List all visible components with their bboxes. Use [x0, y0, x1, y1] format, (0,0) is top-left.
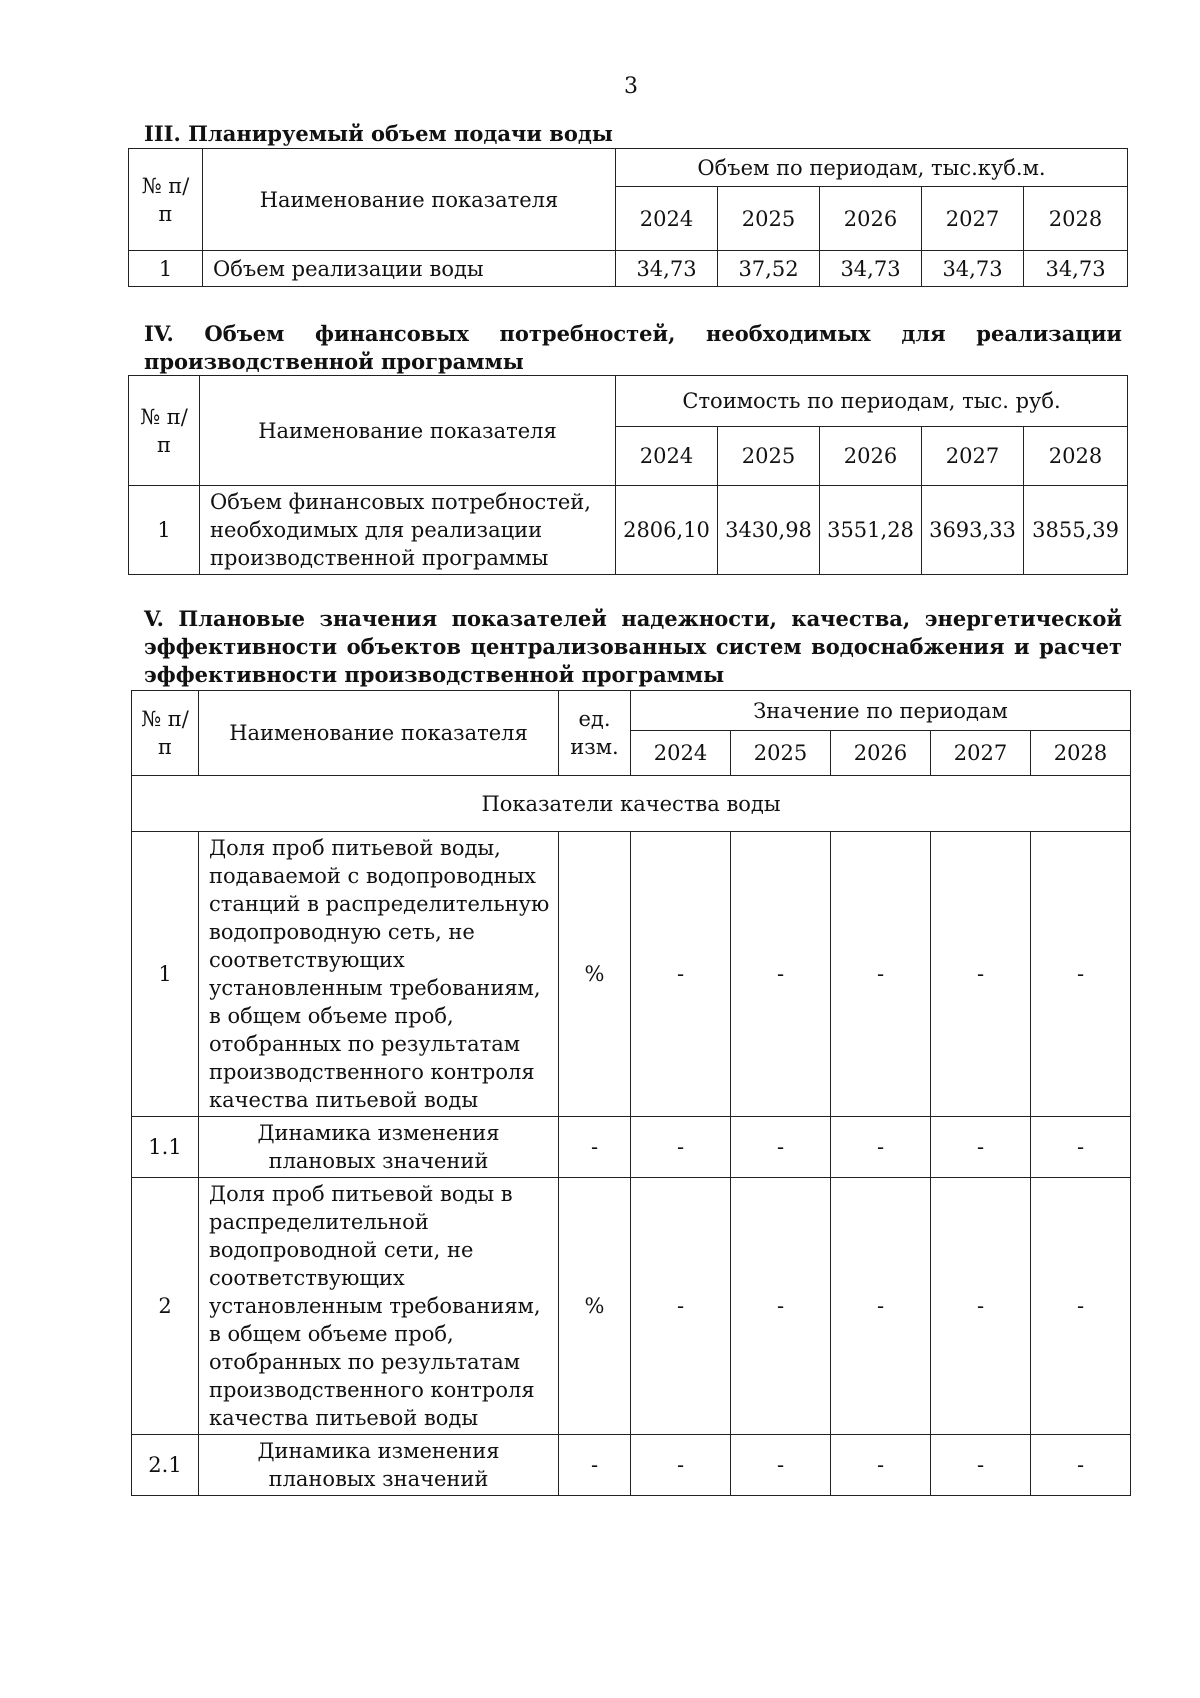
quality-indicators-table	[131, 690, 1131, 1496]
year-header: 2025	[718, 427, 820, 486]
col-number-header: № п/п	[129, 149, 203, 251]
row-value: -	[731, 1178, 831, 1435]
row-value: -	[631, 1178, 731, 1435]
row-value: 37,52	[718, 251, 820, 287]
row-name: Объем реализации воды	[203, 251, 616, 287]
row-value: -	[1031, 1435, 1131, 1496]
row-number: 1.1	[132, 1117, 199, 1178]
row-value: 34,73	[1024, 251, 1128, 287]
row-value: -	[631, 1117, 731, 1178]
row-value: -	[831, 832, 931, 1117]
year-header: 2028	[1024, 187, 1128, 251]
row-number: 1	[129, 486, 200, 575]
col-number-header: № п/п	[132, 691, 199, 776]
row-name: Доля проб питьевой воды, подаваемой с водопроводных станций в распределительную водопроводную сеть, не соответствующих установленным требованиям, в общем объеме проб, отобранных по результатам производственного контроля качества питьевой воды	[199, 832, 559, 1117]
row-value: 3430,98	[718, 486, 820, 575]
year-header: 2025	[718, 187, 820, 251]
row-value: -	[831, 1178, 931, 1435]
year-header: 2027	[922, 187, 1024, 251]
row-value: 2806,10	[616, 486, 718, 575]
row-name: Объем финансовых потребностей, необходимых для реализации производственной программы	[200, 486, 616, 575]
col-unit-header: ед. изм.	[559, 691, 631, 776]
col-name-header: Наименование показателя	[200, 376, 616, 486]
row-value: 34,73	[820, 251, 922, 287]
row-value: -	[831, 1435, 931, 1496]
col-number-header: № п/п	[129, 376, 200, 486]
row-value: -	[831, 1117, 931, 1178]
row-value: -	[631, 832, 731, 1117]
table-row	[129, 486, 1128, 575]
year-header: 2025	[731, 731, 831, 776]
row-value: 3551,28	[820, 486, 922, 575]
financial-needs-table	[128, 375, 1128, 575]
year-header: 2026	[831, 731, 931, 776]
year-header: 2026	[820, 427, 922, 486]
row-number: 2.1	[132, 1435, 199, 1496]
row-value: -	[731, 1435, 831, 1496]
year-header: 2026	[820, 187, 922, 251]
row-value: -	[731, 832, 831, 1117]
row-unit: %	[559, 832, 631, 1117]
year-header: 2024	[631, 731, 731, 776]
year-header: 2024	[616, 427, 718, 486]
row-value: -	[731, 1117, 831, 1178]
row-unit: %	[559, 1178, 631, 1435]
section-3-title: III. Планируемый объем подачи воды	[144, 121, 613, 146]
row-value: 34,73	[922, 251, 1024, 287]
row-unit: -	[559, 1435, 631, 1496]
row-value: -	[1031, 1117, 1131, 1178]
year-header: 2024	[616, 187, 718, 251]
year-header: 2027	[922, 427, 1024, 486]
col-name-header: Наименование показателя	[199, 691, 559, 776]
col-name-header: Наименование показателя	[203, 149, 616, 251]
year-header: 2027	[931, 731, 1031, 776]
col-period-header: Стоимость по периодам, тыс. руб.	[616, 376, 1128, 427]
table-row	[129, 251, 1128, 287]
row-number: 1	[129, 251, 203, 287]
group-label: Показатели качества воды	[132, 776, 1131, 832]
table-row	[132, 1435, 1131, 1496]
page-number: 3	[624, 74, 638, 99]
row-value: -	[931, 1117, 1031, 1178]
water-supply-table	[128, 148, 1128, 287]
row-value: -	[1031, 832, 1131, 1117]
table-row	[132, 1178, 1131, 1435]
row-value: 3693,33	[922, 486, 1024, 575]
row-name: Динамика изменения плановых значений	[199, 1117, 559, 1178]
row-name: Доля проб питьевой воды в распределительной водопроводной сети, не соответствующих установленным требованиям, в общем объеме проб, отобранных по результатам производственного контроля качества питьевой воды	[199, 1178, 559, 1435]
row-value: -	[931, 1178, 1031, 1435]
row-number: 1	[132, 832, 199, 1117]
row-value: 3855,39	[1024, 486, 1128, 575]
year-header: 2028	[1024, 427, 1128, 486]
row-number: 2	[132, 1178, 199, 1435]
row-unit: -	[559, 1117, 631, 1178]
row-value: -	[1031, 1178, 1131, 1435]
table-row	[132, 1117, 1131, 1178]
section-5-title: V. Плановые значения показателей надежности, качества, энергетической эффективности объектов централизованных систем водоснабжения и расчет эффективности производственной программы	[144, 606, 1122, 687]
col-period-header: Значение по периодам	[631, 691, 1131, 731]
table-row	[132, 832, 1131, 1117]
col-period-header: Объем по периодам, тыс.куб.м.	[616, 149, 1128, 187]
row-value: -	[631, 1435, 731, 1496]
row-value: 34,73	[616, 251, 718, 287]
section-4-title: IV. Объем финансовых потребностей, необходимых для реализации производственной программы	[144, 321, 1122, 374]
year-header: 2028	[1031, 731, 1131, 776]
row-value: -	[931, 1435, 1031, 1496]
row-name: Динамика изменения плановых значений	[199, 1435, 559, 1496]
row-value: -	[931, 832, 1031, 1117]
